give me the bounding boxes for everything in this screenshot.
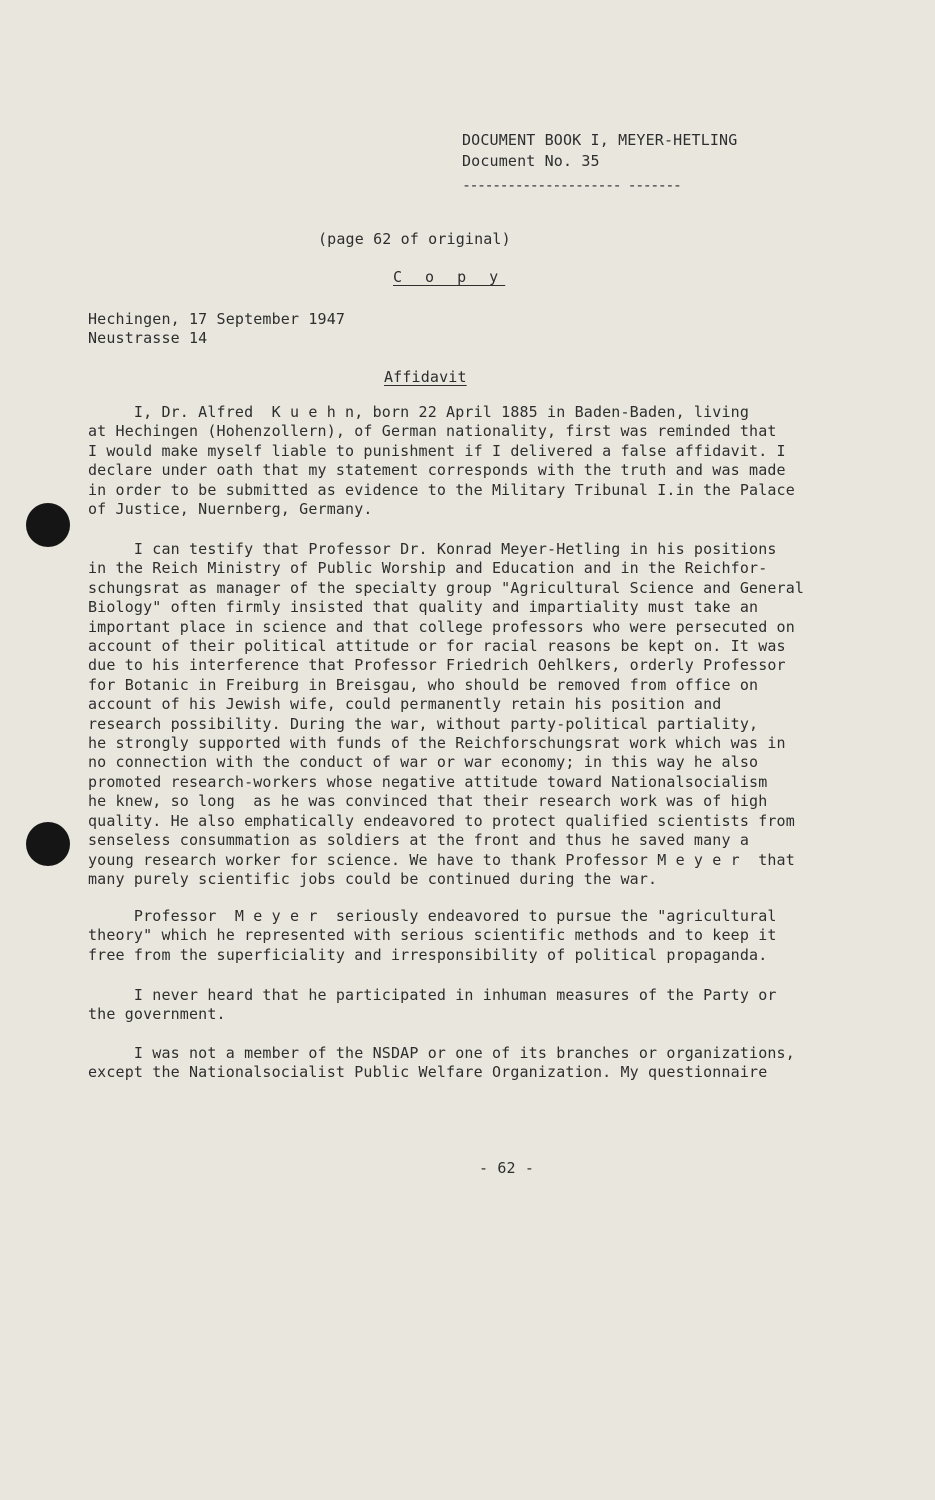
paragraph-5	[88, 1044, 848, 1083]
address: Neustrasse 14	[88, 329, 208, 347]
text-line: of Justice, Nuernberg, Germany.	[88, 500, 373, 519]
text-line: I was not a member of the NSDAP or one of its branches or organizations,	[88, 1044, 795, 1062]
paragraph-1	[88, 403, 848, 519]
text-line: for Botanic in Freiburg in Breisgau, who should be removed from office on	[88, 675, 759, 694]
document-book-header: DOCUMENT BOOK I, MEYER-HETLING	[462, 131, 738, 149]
punch-hole	[26, 503, 70, 547]
text-line: young research worker for science. We have to thank Professor M e y e r that	[88, 850, 795, 869]
paragraph-2	[88, 540, 848, 889]
text-line: I would make myself liable to punishment if I delivered a false affidavit. I	[88, 441, 786, 460]
text-line: in the Reich Ministry of Public Worship and Education and in the Reichfor-	[88, 559, 768, 578]
text-line: due to his interference that Professor Friedrich Oehlkers, orderly Professor	[88, 656, 786, 675]
place-date: Hechingen, 17 September 1947	[88, 310, 346, 328]
document-number: Document No. 35	[462, 152, 600, 170]
paragraph-4	[88, 986, 848, 1025]
text-line: no connection with the conduct of war or war economy; in this way he also	[88, 753, 759, 772]
text-line: quality. He also emphatically endeavored to protect qualified scientists from	[88, 811, 795, 830]
text-line: account of their political attitude or for racial reasons be kept on. It was	[88, 637, 786, 656]
text-line: except the Nationalsocialist Public Welfare Organization. My questionnaire	[88, 1063, 768, 1082]
text-line: many purely scientific jobs could be continued during the war.	[88, 869, 658, 888]
text-line: declare under oath that my statement corresponds with the truth and was made	[88, 461, 786, 480]
text-line: at Hechingen (Hohenzollern), of German nationality, first was reminded that	[88, 422, 777, 441]
text-line: the government.	[88, 1005, 226, 1024]
text-line: senseless consummation as soldiers at the front and thus he saved many a	[88, 831, 750, 850]
text-line: he knew, so long as he was convinced that their research work was of high	[88, 792, 768, 811]
paragraph-3	[88, 907, 848, 965]
text-line: account of his Jewish wife, could permanently retain his position and	[88, 695, 722, 714]
text-line: theory" which he represented with serious scientific methods and to keep it	[88, 926, 777, 945]
document-title: Affidavit	[384, 368, 467, 386]
text-line: Professor M e y e r seriously endeavored to pursue the "agricultural	[88, 907, 777, 925]
text-line: I can testify that Professor Dr. Konrad Meyer-Hetling in his positions	[88, 540, 777, 558]
text-line: I never heard that he participated in inhuman measures of the Party or	[88, 986, 777, 1004]
header-rule: --------------------- -------	[462, 176, 681, 194]
text-line: I, Dr. Alfred K u e h n, born 22 April 1885 in Baden-Baden, living	[88, 403, 750, 421]
text-line: free from the superficiality and irresponsibility of political propaganda.	[88, 945, 768, 964]
text-line: important place in science and that college professors who were persecuted on	[88, 617, 795, 636]
text-line: promoted research-workers whose negative attitude toward Nationalsocialism	[88, 772, 768, 791]
copy-label: C o p y	[393, 268, 506, 286]
text-line: Biology" often firmly insisted that quality and impartiality must take an	[88, 598, 759, 617]
page-reference: (page 62 of original)	[318, 230, 511, 248]
text-line: research possibility. During the war, without party-political partiality,	[88, 714, 759, 733]
punch-hole	[26, 822, 70, 866]
text-line: schungsrat as manager of the specialty group "Agricultural Science and General	[88, 578, 805, 597]
text-line: in order to be submitted as evidence to the Military Tribunal I.in the Palace	[88, 480, 795, 499]
text-line: he strongly supported with funds of the Reichforschungsrat work which was in	[88, 734, 786, 753]
page-number: - 62 -	[479, 1159, 535, 1177]
